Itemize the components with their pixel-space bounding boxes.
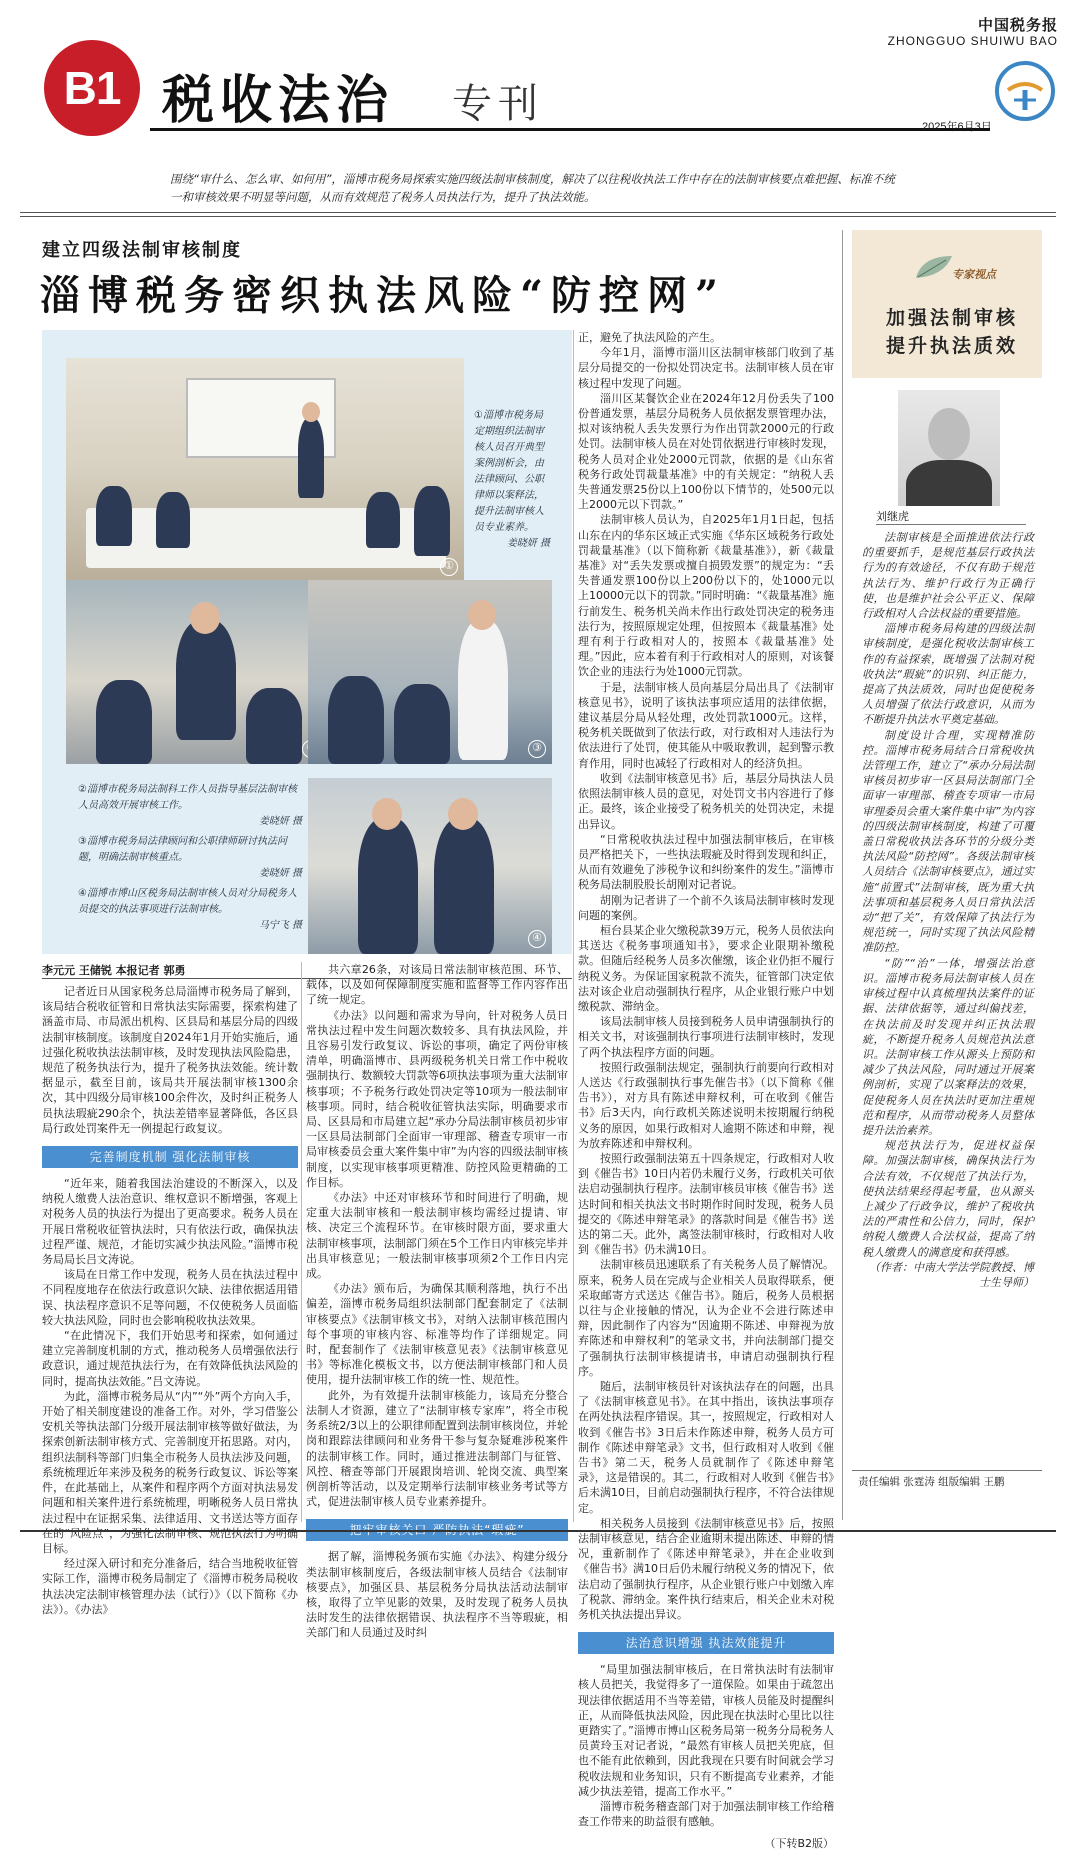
paragraph: 淄博市税务稽查部门对于加强法制审核工作给稽查工作带来的助益很有感触。 [578,1800,834,1829]
title-rule [150,128,990,131]
photo-number: ① [440,558,458,576]
paragraph: 法制审核员迅速联系了有关税务人员了解情况。原来，税务人员在完成与企业相关人员取得联系，便采取邮寄方式送达《催告书》。随后，税务人员根据以往与企业接触的情况，认为企业不会进行陈述申辩，因此制作了内容为“因逾期不陈述、申辩视为放弃陈述和申辩权利”的笔录文书，并向法制部门提交了强制执行法制审核提请书，申请启动强制执行程序。 [578,1258,834,1378]
paragraph: 法制审核人员认为，自2025年1月1日起，包括山东在内的华东区域正式实施《华东区域税务行政处罚裁量基准》（以下简称新《裁量基准》），新《裁量基准》对“丢失发票或擅自损毁发票”的规定为：“丢失普通发票100份以上200份以下的，处1000元以上10000元以下的罚款。”同时明确：“《裁量基准》施行前发生、税务机关尚未作出行政处罚决定的税务违法行为，按照原规定处理，但按照本《裁量基准》处理有利于行政相对人的，按照本《裁量基准》处理。”因此，应本着有利于行政相对人的原则，对该餐饮企业的违法行为处1000元罚款。 [578,513,834,679]
discussion-photo [308,580,552,764]
paragraph: “防”“治”一体，增强法治意识。淄博市税务局法制审核人员在审核过程中认真梳理执法案件的证据、法律依据等，通过纠偏找差，在执法前及时发现并纠正执法瑕疵，不断提升税务人员规范执法意识。法制审核工作从源头上预防和减少了执法风险，同时通过开展案例剖析，实现了以案释法的效果，促使税务人员在执法时更加注重规范和程序，从而带动税务人员整体提升法治素养。 [862,956,1034,1137]
article-column-2 [306,962,568,1641]
caption-text: ④淄博市博山区税务局法制审核人员对分局税务人员提交的执法事项进行法制审核。 [78,888,297,915]
paragraph: 《办法》中还对审核环节和时间进行了明确，规定重大法制审核和一般法制审核均需经过提请、审核、决定三个流程环节。在审核时限方面，要求重大法制审核事项，法制部门须在5个工作日内审核完毕并出具审核意见；一般法制审核事项须2个工作日内完成。 [306,1191,568,1281]
caption-credit: 姜晓妍 摄 [258,868,302,879]
paragraph: 规范执法行为，促进权益保障。加强法制审核，确保执法行为合法有效，不仅规范了执法行为，使执法结果经得起考量，也从源头上减少了行政争议，维护了税收执法的严肃性和公信力，同时，保护纳税人缴费人合法权益，提高了纳税人缴费人的满意度和获得感。 [862,1139,1034,1259]
caption-text: ①淄博市税务局定期组织法制审核人员召开典型案例剖析会，由法律顾问、公职律师以案释法，提升法制审核人员专业素养。 [474,410,544,533]
paragraph: “近年来，随着我国法治建设的不断深入，以及纳税人缴费人法治意识、维权意识不断增强，客观上对税务人员的执法行为提出了更高要求。税务人员在开展日常税收征管执法时，只有依法行政，确保执法过程严谨、规范，才能切实减少执法风险。”淄博市税务局局长吕文涛说。 [42,1177,298,1267]
author-note: （作者：中南大学法学院教授、博士生导师） [869,1260,1034,1289]
paragraph: 记者近日从国家税务总局淄博市税务局了解到，该局结合税收征管和日常执法实际需要，探索构建了涵盖市局、市局派出机构、区县局和基层分局的四级法制审核制度。该制度自2024年1月开始实施后，通过强化税收执法法制审核，及时发现执法风险隐患，规范了税务执法行为，提升了税务执法效能。统计数据显示，截至目前，该局共开展法制审核1300余次，其中四级分局审核100余件次，及时纠正税务人员执法瑕疵290余个，执法差错率显著降低，各区县局行政处罚案件无一例提起行政复议。 [42,985,298,1135]
byline: 李元元 王储锐 本报记者 郭勇 [42,964,186,977]
person-head [468,600,496,630]
photo-captions-2-4 [78,782,302,938]
paragraph: 《办法》以问题和需求为导向，针对税务人员日常执法过程中发生问题次数较多、具有执法风险，并且容易引发行政复议、诉讼的事项，确定了两份审核清单，明确淄博市、县两级税务机关日常工作中税收强制执行、数额较大罚款等6项执法事项为重大法制审核事项；不予税务行政处罚决定等10项为一般法制审核事项。同时，结合税收征管执法实际，明确要求市局、区县局和市局建立起“承办分局法制审核员初步审一区县局法制部门全面审一审理部、稽查专项审一市局审核委员会重大案件集中审”为内容的四级法制审核制度，以实现审核事项更精准、防控风险更精确的工作目标。 [306,1008,568,1189]
column-rule [842,230,843,1520]
paragraph: 按照行政强制法规定，强制执行前要向行政相对人送达《行政强制执行事先催告书》（以下简称《催告书》），对方具有陈述申辩权利，可在收到《催告书》后3天内，向行政机关陈述说明未按期履行纳税义务的原因，如果行政相对人逾期不陈述和申辩，视为放弃陈述和申辩权利。 [578,1060,834,1150]
article-column-1 [42,984,298,1617]
column-rule [301,962,302,1522]
paragraph: 《办法》颁布后，为确保其顺利落地，执行不出偏差，淄博市税务局组织法制部门配套制定了《法制审核要点》《法制审核文书》，对纳入法制审核范围内每个事项的审核内容、标准等均作了详细规定。同时，配套制作了《法制审核意见表》《法制审核意见书》等标准化模板文书，以方便法制审核部门和人员使用，提升法制审核工作的统一性、规范性。 [306,1282,568,1387]
divider [876,524,1026,525]
person [394,684,450,764]
article-headline: 淄博税务密织执法风险“防控网” [40,272,727,319]
paragraph: 桓台县某企业欠缴税款39万元，税务人员依法向其送达《税务事项通知书》，要求企业限期补缴税款。但随后经税务人员多次催缴，该企业仍拒不履行纳税义务。为保证国家税款不流失，征管部门决定依法对该企业启动强制执行程序，从企业银行账户中划缴税款、滞纳金。 [578,923,834,1013]
paragraph: 今年1月，淄博市淄川区法制审核部门收到了基层分局提交的一份拟处罚决定书。法制审核人员在审核过程中发现了问题。 [578,346,834,390]
caption-credit: 姜晓妍 摄 [506,538,550,549]
column-subtitle: 专刊 [452,81,544,127]
photo-caption-1 [474,408,550,552]
sidebar-body [862,530,1034,1290]
person [96,486,132,546]
paragraph: 共六章26条，对该局日常法制审核范围、环节、载体，以及如何保障制度实施和监督等工作内容作出了统一规定。 [306,963,568,1007]
paragraph: 正，避免了执法风险的产生。 [578,331,721,344]
paragraph: 该局在日常工作中发现，税务人员在执法过程中不同程度地存在依法行政意识欠缺、法律依据适用错误、执法程序意识不足等问题，不仅使税务人员面临较大执法风险，同时也会影响税收执法效果。 [42,1268,298,1327]
photo-number: ③ [528,740,546,758]
guidance-photo [66,580,326,764]
sidebar-title-line: 加强法制审核 [886,307,1019,329]
paragraph: 于是，法制审核人员向基层分局出具了《法制审核意见书》，说明了该执法事项应适用的法律依据，建议基层分局从轻处理，改处罚款1000元。这样，税务机关既做到了依法行政，对行政相对人违法行为依法进行了处罚，使其能从中吸取教训，起到警示教育作用，同时也减轻了行政相对人的经济负担。 [578,680,834,770]
paragraph: “在此情况下，我们开始思考和探索，如何通过建立完善制度机制的方式，推动税务人员增强依法行政意识，通过规范执法行为，在有效降低执法风险的同时，提高执法效能。”吕文涛说。 [42,1329,298,1388]
page-number-badge: B1 [44,40,140,136]
person [298,418,324,498]
portrait-face [928,408,970,460]
meeting-photo [66,358,464,582]
expert-name: 刘继虎 [876,510,909,523]
paper-pinyin: ZHONGGUO SHUIWU BAO [887,34,1058,48]
photo-number: ④ [528,930,546,948]
caption-text: ②淄博市税务局法制科工作人员指导基层法制审核人员高效开展审核工作。 [78,784,297,811]
bottom-rule [20,1530,1056,1532]
sidebar-header [852,230,1042,378]
person [414,486,450,556]
person [358,818,418,954]
continued-on-link[interactable]: （下转B2版） [764,1836,834,1850]
publish-date: 2025年6月3日 [922,121,992,133]
paragraph: 相关税务人员接到《法制审核意见书》后，按照法制审核意见，结合企业逾期未提出陈述、申辩的情况，重新制作了《陈述申辩笔录》，并在企业收到《催告书》满10日后仍未履行纳税义务的情况下，依法启动了强制执行程序，从企业银行账户中划缴入库了税款、滞纳金。案件执行结束后，相关企业未对税务机关执法提出异议。 [578,1516,834,1622]
sidebar-title [886,304,1018,360]
paragraph: 为此，淄博市税务局从“内”“外”两个方向入手，开始了相关制度建设的准备工作。对外，学习借鉴公安机关等执法部门分级开展法制审核等做好做法，为探索创新法制审核方式、完善制度开拓思路。对内，组织法制科等部门归集全市税务人员执法涉及问题，系统梳理近年来涉及税务的税务行政复议、诉讼等案件，在此基础上，从案件和程序两个方面对执法易发问题和相关案件进行系统梳理，明晰税务人员日常执法过程中在证据采集、法律适用、文书送达等方面存在的“风险点”，为强化法制审核、规范执法行为明确目标。 [42,1389,298,1555]
caption-credit: 马宁飞 摄 [258,920,302,931]
caption-credit: 姜晓妍 摄 [258,816,302,827]
paragraph: 收到《法制审核意见书》后，基层分局执法人员依照法制审核人员的意见，对处罚文书内容进行了修正。最终，该企业接受了税务机关的处罚决定，未提出异议。 [578,771,834,831]
paragraph: 随后，法制审核员针对该执法存在的问题，出具了《法制审核意见书》。在其中指出，该执法事项存在两处执法程序错误。其一，按照规定，行政相对人收到《催告书》3日后未作陈述申辩，税务人员方可制作《陈述申辩笔录》文书，但行政相对人收到《催告书》第二天，税务人员就制作了《陈述申辩笔录》，这是错误的。其二，行政相对人收到《催告书》后未满10日，目前启动强制执行程序，不符合法律规定。 [578,1380,834,1515]
divider [20,216,1056,217]
person [176,620,236,740]
paragraph: 按照行政强制法第五十四条规定，行政相对人收到《催告书》10日内若仍未履行义务，行政机关可依法启动强制执行程序。法制审核员审核《催告书》送达时间和相关执法文书时期作时间时发现，税务人员提交的《陈述申辩笔录》的落款时间是《催告书》送达的第二天。此外，离签法制审核时，行政相对人收到《催告书》仍未满10日。 [578,1151,834,1257]
paragraph: 该局法制审核人员接到税务人员申请强制执行的相关文书，对该强制执行事项进行法制审核时，发现了两个执法程序方面的问题。 [578,1015,834,1059]
paragraph: 淄博市税务局构建的四级法制审核制度，是强化税收法制审核工作的有益探索，既增强了法制对税收执法“瑕疵”的识别、纠正能力，提高了执法质效，同时也促使税务人员增强了依法行政意识，从而为不断提升执法水平奠定基础。 [862,622,1034,727]
sidebar-tag: 专家视点 [952,268,996,281]
paragraph: 淄川区某餐饮企业在2024年12月份丢失了100份普通发票，基层分局税务人员依据发票管理办法，拟对该纳税人丢失发票行为作出罚款2000元的行政处罚。法制审核人员在对处罚依据进行审核时发现，税务人员对企业处2000元罚款，依据的是《山东省税务行政处罚裁量基准》中的有关规定：“纳税人丢失普通发票25份以上100份以下情节的，处500元以上2000元以下罚款。” [578,391,834,512]
person [156,492,190,548]
paragraph: 法制审核是全面推进依法行政的重要抓手，是规范基层行政执法行为的有效途径，不仅有助于规范执法行为、维护行政行为正确行使，也是维护社会公平正义、保障行政相对人合法权益的重要措施。 [862,531,1034,621]
person-head [302,402,320,422]
person [246,688,302,764]
section-heading: 法治意识增强 执法效能提升 [578,1632,834,1654]
divider [852,1470,1042,1471]
caption-text: ③淄博市税务局法律顾问和公职律师研讨执法问题，明确法制审核重点。 [78,836,287,863]
person [96,680,152,764]
article-kicker: 建立四级法制审核制度 [42,240,242,261]
review-photo [308,778,552,954]
person-head [190,602,220,634]
paragraph: “局里加强法制审核后，在日常执法时有法制审核人员把关，我觉得多了一道保险。如果由于疏忽出现法律依据适用不当等差错，审核人员能及时提醒纠正，从而降低执法风险，因此现在执法时心里比以往更踏实了。”淄博市博山区税务局第一税务分局税务人员黄玲玉对记者说，“最然有审核人员把关兜底，但也不能有此依赖到，因此我现在只要有时间就会学习税收法规和业务知识，只有不断提高专业素养，才能减少执法差错，提高工作水平。” [578,1663,834,1798]
column-title: 税收法治 [162,71,395,131]
tax-logo-icon [994,60,1056,122]
masthead [0,0,1076,150]
portrait-suit [906,460,992,506]
person [366,492,400,548]
column-rule [573,330,574,1522]
sidebar-title-line: 提升执法质效 [886,335,1019,357]
person [458,620,508,760]
article-column-3 [578,330,834,1851]
paragraph: 据了解，淄博税务颁布实施《办法》、构建分级分类法制审核制度后，各级法制审核人员结合《法制审核要点》，加强区县、基层税务分局执法活动法制审核，取得了立竿见影的效果，及时发现了税务人员执法时发生的法律依据错误、执法程序不当等瑕疵，相关部门和人员通过及时纠 [306,1550,568,1640]
divider [20,212,1056,213]
paragraph: 胡刚为记者讲了一个前不久该局法制审核时发现问题的案例。 [578,893,834,922]
paper-name: 中国税务报 [977,16,1058,34]
paragraph: 经过深入研讨和充分准备后，结合当地税收征管实际工作，淄博市税务局制定了《淄博市税务局税收执法决定法制审核管理办法（试行）》（以下简称《办法》）。《办法》 [42,1557,298,1616]
paragraph: “日常税收执法过程中加强法制审核后，在审核员严格把关下，一些执法瑕疵及时得到发现和纠正，从而有效避免了涉税争议和纠纷案件的发生。”淄博市税务局法制股股长胡刚对记者说。 [578,832,834,892]
editor-credit: 责任编辑 张霆涛 组版编辑 王鹏 [858,1476,1005,1488]
lead-paragraph: 围绕“审什么、怎么审、如何用”，淄博市税务局探索实施四级法制审核制度，解决了以往税收执法工作中存在的法制审核要点难把握、标准不统一和审核效果不明显等问题，从而有效规范了税务人员执法行为，提升了执法效能。 [170,172,895,204]
expert-sidebar [852,230,1042,1466]
section-heading: 把牢审核关口 严防执法“瑕疵” [306,1519,568,1541]
person [434,818,494,954]
photo-panel [42,330,572,954]
person-head [372,798,402,830]
person-head [448,798,478,830]
paragraph: 此外，为有效提升法制审核能力，该局充分整合法制人才资源，建立了“法制审核专家库”，将全市税务系统2/3以上的公职律师配置到法制审核岗位，并轮岗和跟踪法律顾问和业务骨干参与复杂疑难涉税案件的法制审核工作。同时，通过推进法制部门与征管、风控、稽查等部门开展跟岗培训、轮岗交流、典型案例剖析等活动，以及定期举行法制审核业务考试等方式，促进法制审核人员专业素养提升。 [306,1388,568,1509]
expert-portrait [898,390,1000,506]
section-heading: 完善制度机制 强化法制审核 [42,1146,298,1168]
paragraph: 制度设计合理，实现精准防控。淄博市税务局结合日常税收执法管理工作，建立了“承办分局法制审核员初步审一区县局法制部门全面审一审理部、稽查专项审一市局审理委员会重大案件集中审”为内容的四级法制审核制度，构建了可覆盖日常税收执法各环节的分级分类执法风险“防控网”。各级法制审核人员结合《法制审核要点》，通过实施“前置式”法制审核，既为重大执法事项和基层税务人员日常执法活动“把了关”，有效保障了执法行为规范统一，同时实现了执法风险精准防控。 [862,728,1034,955]
person [328,676,384,764]
